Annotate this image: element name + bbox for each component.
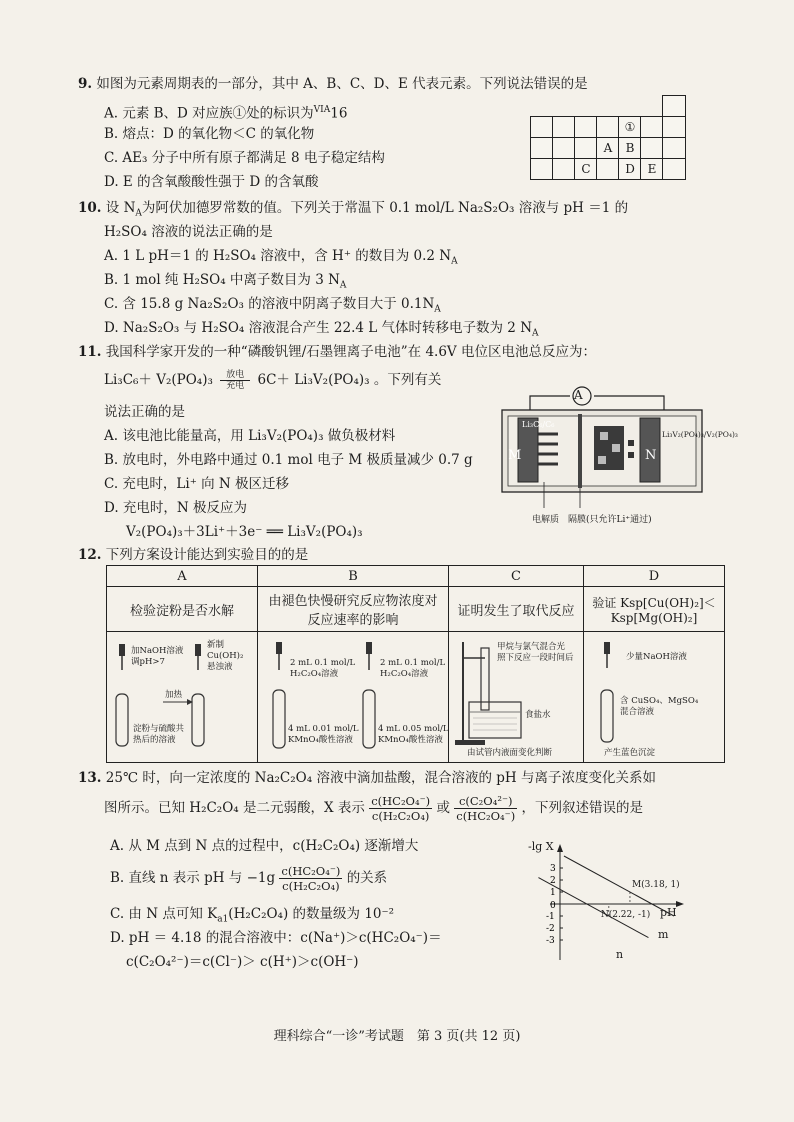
battery-diagram [494,384,738,528]
q10-option-b-text: B. 1 mol 纯 H₂SO₄ 中离子数目为 3 N [104,272,340,288]
q13-option-c [110,904,394,930]
q10-option-a-sub: A [451,256,458,267]
q12-purpose-b: 由褪色快慢研究反应物浓度对反应速率的影响 [258,587,449,632]
q11-option-c: C. 充电时，Li⁺ 向 N 极区迁移 [104,476,290,492]
q10-option-c-sub: A [434,304,441,315]
q13-frac1-den: c(H₂C₂O₄) [371,809,430,823]
y-axis-arrow [557,844,563,852]
left-electrode-label: Li₃C₆/C₆ [522,420,555,429]
q12-stem-text: 下列方案设计能达到实验目的的是 [105,547,309,563]
q9-option-a-sup: VIA [313,105,331,115]
q9-stem [78,74,588,94]
q9-option-d: D. E 的含氧酸酸性强于 D 的含氧酸 [104,174,319,190]
q12-purpose-row [107,587,725,632]
q13-stem-line2 [104,790,643,826]
q10-option-b [104,270,346,296]
fig-c-label-1: 甲烷与氯气混合光 [497,642,566,652]
y-tick-label: 3 [550,864,556,874]
fig-a-label-fresh: 新制 [207,640,225,650]
fig-b-label-4: H₂C₂O₄溶液 [380,669,429,679]
q11-eq-right: 6C＋ Li₃V₂(PO₄)₃ 。下列有关 [257,372,442,388]
fig-b-label-5: 4 mL 0.01 mol/L [288,724,359,734]
fig-b-label-7: 4 mL 0.05 mol/L [378,724,449,734]
q13-option-d1: D. pH ＝ 4.18 的混合溶液中：c(Na⁺)＞c(HC₂O₄⁻)＝ [110,930,442,946]
battery-figure [494,384,738,528]
fig-a-label-ph: 调pH>7 [131,657,165,667]
q12-figure-row [107,632,725,763]
q11-eq-left: Li₃C₆＋ V₂(PO₄)₃ [104,372,213,388]
q13-option-c-text: C. 由 N 点可知 K [110,906,218,922]
q9-option-b: B. 熔点：D 的氧化物＜C 的氧化物 [104,126,315,142]
q11-number: 11. [78,344,102,360]
q13-stem-a: 25℃ 时，向一定浓度的 Na₂C₂O₄ 溶液中滴加盐酸，混合溶液的 pH 与离子浓度变化关系如 [105,770,656,786]
q12-figure-b [258,632,449,763]
fig-d-label-3: 混合溶液 [620,707,655,717]
q13-chart-svg [510,840,690,970]
x-axis-arrow [676,901,684,907]
q13-frac2-den: c(HC₂O₄⁻) [456,809,516,823]
q12-header-c: C [449,566,584,587]
q10-option-a [104,246,458,272]
q13-option-b-text: B. 直线 n 表示 pH 与 −1g [110,870,276,886]
q12-figure-a [107,632,258,763]
q11-stem-text: 我国科学家开发的一种“磷酸钒锂/石墨锂离子电池”在 4.6V 电位区电池总反应为： [105,344,596,360]
q12-purpose-d: 验证 Ksp[Cu(OH)₂]＜Ksp[Mg(OH)₂] [584,587,725,632]
fig-b-label-8: KMnO₄酸性溶液 [378,735,443,745]
fig-a-label-naoh: 加NaOH溶液 [131,646,184,656]
q10-option-c [104,294,441,320]
q13-chart [510,840,690,970]
series-m-name: m [658,928,669,941]
q10-option-b-sub: A [339,280,347,291]
fig-c-label-3: 食盐水 [525,710,551,720]
q11-option-d-eq: V₂(PO₄)₃＋3Li⁺＋3e⁻ ══ Li₃V₂(PO₄)₃ [126,524,363,540]
table-cell-b: B [618,137,642,159]
table-cell-d: D [618,158,642,180]
x-axis-label: pH [660,906,677,919]
q10-number: 10. [78,200,102,216]
q13-option-b [110,860,387,896]
right-electrode-label: Li₃V₂(PO₄)₃/V₂(PO₄)₃ [662,430,738,439]
q11-equation [104,370,441,391]
q9-option-a-sub: 16 [330,105,348,122]
q13-stem-end: ，下列叙述错误的是 [521,800,644,816]
q13-option-c-sub: a1 [217,914,229,925]
q13-frac1 [369,794,432,823]
q13-frac1-num: c(HC₂O₄⁻) [371,794,431,808]
fig-d-label-2: 含 CuSO₄、MgSO₄ [620,696,699,706]
fig-b-label-2: H₂C₂O₄溶液 [290,669,339,679]
q13-option-b-end: 的关系 [346,870,388,886]
y-tick-label: 0 [550,901,556,911]
table-cell-1: ① [618,116,642,138]
q11-option-d: D. 充电时，N 极反应为 [104,500,248,516]
page-footer: 理科综合“一诊”考试题 第 3 页(共 12 页) [273,1029,521,1044]
q12-header-b: B [258,566,449,587]
fig-d-label-1: 少量NaOH溶液 [626,652,687,662]
q10-option-d-sub: A [532,328,539,339]
q12-header-a: A [107,566,258,587]
fig-c-label-4: 由试管内液面变化判断 [467,748,553,758]
q10-stem-rest: 为阿伏加德罗常数的值。下列关于常温下 0.1 mol/L Na₂S₂O₃ 溶液与 pH ＝1 的 [141,200,629,216]
q10-option-d [104,318,539,344]
y-tick-label: 1 [550,888,556,898]
q10-stem-line2: H₂SO₄ 溶液的说法正确的是 [104,224,273,240]
q13-optb-frac [279,864,342,893]
point-m-label: M(3.18, 1) [631,880,680,890]
y-tick-label: 2 [550,876,556,886]
fig-a-label-cuoh: Cu(OH)₂ [207,651,244,661]
q11-stem3: 说法正确的是 [104,404,185,420]
q11-stem [78,342,596,362]
fig-d-label-4: 产生蓝色沉淀 [604,748,656,758]
q13-stem-b: 图所示。已知 H₂C₂O₄ 是二元弱酸，X 表示 [104,800,365,816]
electrode-n-label: N [645,448,657,463]
q13-option-a: A. 从 M 点到 N 点的过程中，c(H₂C₂O₄) 逐渐增大 [110,838,419,854]
fig-b-label-1: 2 mL 0.1 mol/L [290,658,356,668]
q12-purpose-c: 证明发生了取代反应 [449,587,584,632]
q12-stem [78,545,308,565]
q12-figure-c [449,632,584,763]
y-axis-label: -lg X [528,840,554,853]
table-cell-c: C [574,158,598,180]
fig-b-label-3: 2 mL 0.1 mol/L [380,658,446,668]
membrane-label: 隔膜(只允许Li⁺通过) [568,515,652,525]
q10-option-c-text: C. 含 15.8 g Na₂S₂O₃ 的溶液中阴离子数目大于 0.1N [104,296,435,312]
y-tick-label: -1 [546,912,555,922]
ammeter-label: A [574,388,583,402]
q12-table [106,565,725,763]
q12-number: 12. [78,547,102,563]
q13-number: 13. [78,770,102,786]
q9-option-a [104,100,347,124]
q11-eq-arrow [220,370,250,391]
q9-option-a-text: A. 元素 B、D 对应族①处的标识为 [104,105,314,122]
fig-a-label-solution: 热后的溶液 [133,735,176,745]
q12-header-row [107,566,725,587]
fig-b-label-6: KMnO₄酸性溶液 [288,735,353,745]
series-n-name: n [616,948,624,961]
y-tick-label: -3 [546,936,555,946]
q9-stem-text: 如图为元素周期表的一部分，其中 A、B、C、D、E 代表元素。下列说法错误的是 [96,76,588,92]
q10-option-d-text: D. Na₂S₂O₃ 与 H₂SO₄ 溶液混合产生 22.4 L 气体时转移电子数为 2 N [104,320,533,336]
q13-optb-num: c(HC₂O₄⁻) [281,864,341,878]
q13-optb-den: c(H₂C₂O₄) [282,879,340,893]
fig-a-label-starch: 淀粉与硫酸共 [133,724,185,734]
q10-option-a-text: A. 1 L pH＝1 的 H₂SO₄ 溶液中，含 H⁺ 的数目为 0.2 N [104,248,452,264]
table-cell-a: A [596,137,620,159]
q12-figure-d [584,632,725,763]
q12-purpose-a: 检验淀粉是否水解 [107,587,258,632]
q9-option-c: C. AE₃ 分子中所有原子都满足 8 电子稳定结构 [104,150,385,166]
fig-c-label-2: 照下反应一段时间后 [497,653,574,663]
q11-eq-bottom: 充电 [226,381,245,391]
q10-stem-line1 [78,198,628,224]
q10-stem-a: 设 N [105,200,136,216]
electrolyte-label: 电解质 [532,515,560,525]
q12-header-d: D [584,566,725,587]
point-n-label: N(2.22, -1) [600,910,651,920]
y-tick-label: -2 [546,924,555,934]
q10-stem-sub: A [135,208,142,219]
q13-or: 或 [436,800,450,816]
fig-a-label-suspension: 悬浊液 [207,662,233,672]
q13-frac2 [454,794,517,823]
q13-stem-line1 [78,768,656,788]
q13-frac2-num: c(C₂O₄²⁻) [454,794,517,809]
q11-option-b: B. 放电时，外电路中通过 0.1 mol 电子 M 极质量减少 0.7 g [104,452,473,468]
fig-a-label-heat: 加热 [165,690,183,700]
q11-option-a: A. 该电池比能量高，用 Li₃V₂(PO₄)₃ 做负极材料 [104,428,396,444]
table-cell-e: E [640,158,664,180]
q9-number: 9. [78,76,93,92]
q11-eq-top: 放电 [226,370,245,380]
q13-option-c-rest: (H₂C₂O₄) 的数量级为 10⁻² [228,906,395,922]
q13-option-d2: c(C₂O₄²⁻)＝c(Cl⁻)＞ c(H⁺)＞c(OH⁻) [126,954,359,970]
electrode-m-label: M [508,448,522,463]
